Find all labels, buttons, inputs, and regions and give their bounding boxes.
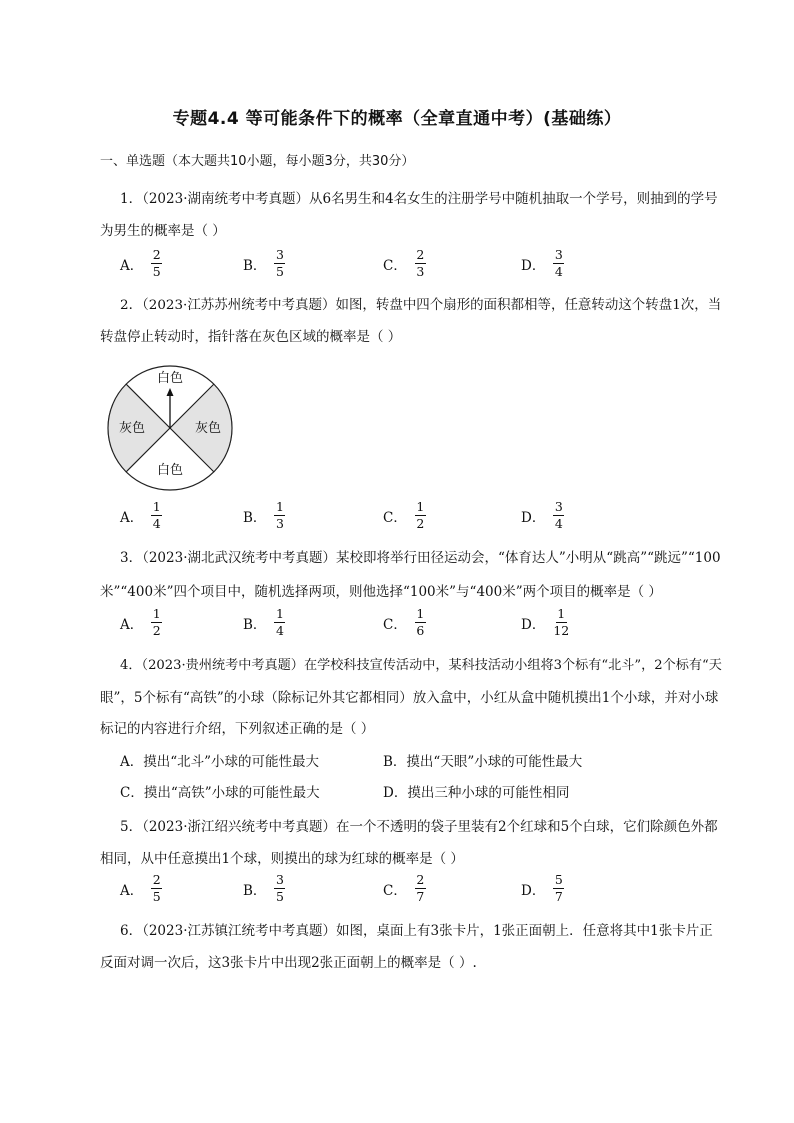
question-2-option-d[interactable]	[521, 500, 564, 531]
question-1-option-b[interactable]	[243, 248, 285, 279]
page-title: 专题4.4 等可能条件下的概率（全章直通中考）(基础练）	[172, 109, 622, 129]
option-label: A．	[120, 882, 144, 899]
question-2-option-a[interactable]	[120, 500, 162, 531]
option-label: C．	[383, 257, 407, 274]
fraction: $\frac{3}{4}$	[554, 499, 563, 531]
question-1-line-2: 为男生的概率是（ ）	[100, 223, 226, 239]
fraction: $\frac{1}{2}$	[152, 606, 161, 638]
question-3-line-1: 3．（2023·湖北武汉统考中考真题）某校即将举行田径运动会，“体育达人”小明从“跳高”“跳远”“100	[120, 550, 721, 566]
option-label: C．	[383, 509, 407, 526]
option-label: D．	[521, 616, 546, 633]
fraction: $\frac{1}{12}$	[553, 606, 570, 638]
question-3-option-d[interactable]	[521, 607, 569, 638]
option-label: D．	[521, 509, 546, 526]
option-label: C．	[383, 882, 407, 899]
fraction: $\frac{5}{7}$	[554, 872, 563, 904]
question-4-option-a[interactable]: A．摸出“北斗”小球的可能性最大	[120, 754, 320, 770]
fraction: $\frac{2}{5}$	[152, 872, 161, 904]
question-5-line-1: 5．（2023·浙江绍兴统考中考真题）在一个不透明的袋子里装有2个红球和5个白球，它们除颜色外都	[120, 819, 718, 835]
fraction: $\frac{2}{7}$	[416, 872, 425, 904]
fraction: $\frac{3}{5}$	[275, 247, 284, 279]
option-label: A．	[120, 257, 144, 274]
option-label: D．	[521, 882, 546, 899]
spinner-diagram	[106, 364, 234, 492]
question-3-option-a[interactable]	[120, 607, 162, 638]
sector-label-right: 灰色	[194, 421, 222, 436]
sector-label-top: 白色	[156, 371, 184, 386]
fraction: $\frac{2}{3}$	[416, 247, 425, 279]
section-heading: 一、单选题（本大题共10小题，每小题3分，共30分）	[100, 154, 415, 169]
question-4-line-2: 眼”，5个标有“高铁”的小球（除标记外其它都相同）放入盒中，小红从盒中随机摸出1个小球，并对小球	[100, 690, 719, 706]
question-6-line-2: 反面对调一次后，这3张卡片中出现2张正面朝上的概率是（ ）.	[100, 955, 477, 971]
question-1-option-a[interactable]	[120, 248, 162, 279]
fraction: $\frac{2}{5}$	[152, 247, 161, 279]
question-2-option-b[interactable]	[243, 500, 285, 531]
sector-label-left: 灰色	[118, 421, 146, 436]
question-6-line-1: 6．（2023·江苏镇江统考中考真题）如图，桌面上有3张卡片，1张正面朝上．任意将其中1张卡片正	[120, 923, 713, 939]
option-label: B．	[243, 616, 267, 633]
option-label: B．	[243, 257, 267, 274]
question-5-option-d[interactable]	[521, 873, 564, 904]
question-4-line-1: 4．（2023·贵州统考中考真题）在学校科技宣传活动中，某科技活动小组将3个标有“北斗”，2个标有“天	[120, 658, 722, 673]
fraction: $\frac{1}{2}$	[416, 499, 425, 531]
question-4-option-c[interactable]: C．摸出“高铁”小球的可能性最大	[120, 785, 320, 801]
question-2-option-c[interactable]	[383, 500, 426, 531]
question-5-option-a[interactable]	[120, 873, 162, 904]
fraction: $\frac{1}{4}$	[152, 499, 161, 531]
fraction: $\frac{3}{4}$	[554, 247, 563, 279]
question-5-option-c[interactable]	[383, 873, 426, 904]
question-1-option-c[interactable]	[383, 248, 426, 279]
fraction: $\frac{1}{6}$	[416, 606, 425, 638]
question-5-line-2: 相同，从中任意摸出1个球，则摸出的球为红球的概率是（ ）	[100, 851, 464, 867]
question-3-line-2: 米”“400米”四个项目中，随机选择两项，则他选择“100米”与“400米”两个项目的概率是（ ）	[100, 584, 662, 600]
option-label: B．	[243, 882, 267, 899]
question-4-option-d[interactable]: D．摸出三种小球的可能性相同	[383, 785, 570, 801]
option-label: C．	[383, 616, 407, 633]
question-2-line-1: 2．（2023·江苏苏州统考中考真题）如图，转盘中四个扇形的面积都相等，任意转动这个转盘1次，当	[120, 297, 722, 313]
fraction: $\frac{1}{3}$	[275, 499, 284, 531]
option-label: A．	[120, 509, 144, 526]
question-3-option-b[interactable]	[243, 607, 285, 638]
question-1-option-d[interactable]	[521, 248, 564, 279]
question-4-option-b[interactable]: B．摸出“天眼”小球的可能性最大	[383, 754, 583, 770]
option-label: A．	[120, 616, 144, 633]
question-1-line-1: 1．（2023·湖南统考中考真题）从6名男生和4名女生的注册学号中随机抽取一个学号，则抽到的学号	[120, 191, 718, 207]
question-2-line-2: 转盘停止转动时，指针落在灰色区域的概率是（ ）	[100, 329, 402, 345]
option-label: B．	[243, 509, 267, 526]
fraction: $\frac{1}{4}$	[275, 606, 284, 638]
option-label: D．	[521, 257, 546, 274]
question-4-line-3: 标记的内容进行介绍，下列叙述正确的是（ ）	[100, 721, 375, 737]
fraction: $\frac{3}{5}$	[275, 872, 284, 904]
question-3-option-c[interactable]	[383, 607, 426, 638]
question-5-option-b[interactable]	[243, 873, 285, 904]
sector-label-bottom: 白色	[156, 463, 184, 478]
